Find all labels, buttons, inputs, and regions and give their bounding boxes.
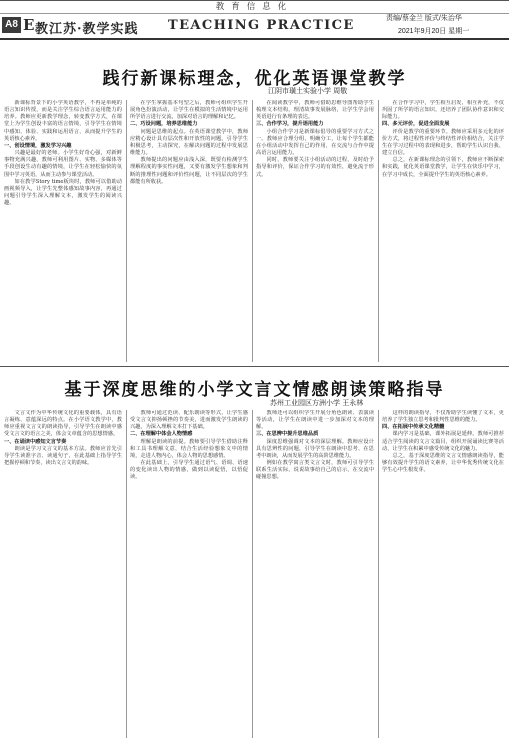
article-2-column xyxy=(130,410,248,738)
masthead-rule xyxy=(0,38,509,40)
paragraph: 总之，基于深度思维的文言文情感朗读指导，能够有效提升学生的语文素养，让中华优秀传统文化在学生心中生根发芽。 xyxy=(382,452,504,474)
column-divider xyxy=(252,100,253,362)
paragraph: 兴趣是最好的老师。小学生好奇心强，对新鲜事物充满兴趣，教师可利用图片、实物、多媒体等手段创设生动有趣的情境，让学生在轻松愉快的氛围中学习英语，从而主动参与课堂活动。 xyxy=(4,150,122,178)
paragraph: 在阅读教学中，教师可借助思维导图帮助学生梳理文本结构，理清故事发展脉络，让学生学会用英语进行有条理的表达。 xyxy=(256,100,374,121)
paragraph: 这样的朗读指导，不仅帮助学生读懂了文本，更培养了学生独立思考和批判性思维的能力。 xyxy=(382,410,504,424)
paragraph: 教师可通过范读、配乐朗读等形式，让学生感受文言文抑扬顿挫的节奏美，进而激发学生朗读的兴趣，为深入理解文本打下基础。 xyxy=(130,410,248,431)
section-letter: E xyxy=(23,16,35,34)
paragraph: 教师提出的问题应由浅入深，既要有检测学生理解程度的事实性问题，又要有激发学生想象和判断的推理性问题和评价性问题，让不同层次的学生都能有所收获。 xyxy=(130,157,248,185)
article-2-column xyxy=(256,410,374,738)
paragraph: 问题是思维的起点。在英语课堂教学中，教师应精心设计具有层次性和开放性的问题，引导学生积极思考，主动探究，在解决问题的过程中发展思维能力。 xyxy=(130,128,248,157)
subheading: 四、在拓展中传承文化精髓 xyxy=(382,424,445,431)
banner-strip xyxy=(0,0,509,14)
column-divider xyxy=(378,410,379,738)
subheading: 一、创设情境，激发学习兴趣 xyxy=(4,142,72,149)
article-2-column xyxy=(382,410,504,738)
paragraph: 例如在教学寓言类文言文时，教师可引导学生联系生活实际，说说故事给自己的启示，在交流中碰撞思想。 xyxy=(256,460,374,481)
column-divider xyxy=(126,100,127,362)
subheading: 一、在诵读中感知文言节奏 xyxy=(4,438,67,445)
paragraph: 同时，教师要关注小组活动的过程，及时给予指导和评价，保证合作学习的有效性，避免流于形式。 xyxy=(256,157,374,178)
section-title: 教江苏·教学实践 xyxy=(35,22,139,37)
editors-credit xyxy=(386,14,462,24)
paragraph: 在学生掌握基本句型之后，教师可组织学生开展角色扮演活动，让学生在模拟的生活情境中运用所学语言进行交流，加深对语言的理解和记忆。 xyxy=(130,100,248,121)
paragraph: 评价是教学的重要环节。教师应采用多元化的评价方式，将过程性评价与终结性评价相结合，关注学生在学习过程中的表现和进步，帮助学生认识自我、建立自信。 xyxy=(382,128,504,157)
paragraph: 在此基础上，引导学生通过语气、语调、语速的变化读出人物的情感，做到以读促悟，以悟促读。 xyxy=(130,460,248,481)
article-1-column xyxy=(4,100,122,362)
article-1-column xyxy=(130,100,248,362)
article-2-column xyxy=(4,410,122,738)
article-1-column xyxy=(256,100,374,362)
editors-line-1: 责编/蔡金兰 版式/朱治华 xyxy=(386,15,462,22)
issue-date: 2021年9月20日 星期一 xyxy=(398,28,470,35)
section-masthead xyxy=(0,13,509,37)
subheading: 二、在理解中体会人物情感 xyxy=(130,431,193,438)
article-1-title: 践行新课标理念，优化英语课堂教学 xyxy=(102,69,407,89)
paragraph: 在合作学习中，学生相互启发、相互补充，不仅巩固了所学的语言知识，还培养了团队协作意识和交际能力。 xyxy=(382,100,504,121)
article-1-byline: 江阴市璜土实验小学 周敬 xyxy=(268,87,348,95)
page-number: A8 xyxy=(2,17,21,33)
article-1-column xyxy=(382,100,504,362)
subheading: 二、巧设问题，培养思维能力 xyxy=(130,121,198,128)
column-divider xyxy=(378,100,379,362)
article-separator xyxy=(0,366,509,367)
banner-text: 教育信息化 xyxy=(215,2,294,12)
subheading: 三、合作学习，提升语用能力 xyxy=(256,121,324,128)
column-divider xyxy=(252,410,253,738)
section-title-en: TEACHING PRACTICE xyxy=(168,18,355,33)
column-divider xyxy=(126,410,127,738)
article-2-title: 基于深度思维的小学文言文情感朗读策略指导 xyxy=(64,380,445,400)
paragraph: 课内学习是基础，课外拓展是延伸。教师可推荐适合学生阅读的文言文篇目，组织开展诵读比赛等活动，让学生在积累中感受传统文化的魅力。 xyxy=(382,431,504,452)
paragraph: 新课标背景下的小学英语教学，不再是单纯的语言知识传授，而是关注学生综合语言运用能力的培养。教师应更新教学理念，转变教学方式，在课堂上为学生创设丰富的语言情境，引导学生在情境中感知、体验、实践和运用语言，从而提升学生的英语核心素养。 xyxy=(4,100,122,142)
paragraph: 教师还可以组织学生开展分角色朗读、表演读等活动，让学生在朗读中进一步加深对文本的理解。 xyxy=(256,410,374,431)
paragraph: 总之，在新课标理念的引领下，教师应不断探索和实践，优化英语课堂教学，让学生在快乐中学习，在学习中成长，全面提升学生的英语核心素养。 xyxy=(382,157,504,178)
paragraph: 朗读是学习文言文的基本方法。教师应首先引导学生读准字音、读通句子，在此基础上指导学生把握停顿和节奏，读出文言文的韵味。 xyxy=(4,445,122,467)
paragraph: 文言文作为中华传统文化的重要载体，具有语言凝练、意蕴深远的特点。在小学语文教学中，教师应重视文言文的朗读指导，引导学生在朗读中感受文言文的语言之美，体会文章蕴含的思想情感。 xyxy=(4,410,122,438)
subheading: 三、在思辨中提升思维品质 xyxy=(256,431,319,438)
paragraph: 如在教学Story time板块时，教师可以借助动画视频导入，让学生先整体感知故事内容，再通过问题引导学生深入理解文本，激发学生的阅读兴趣。 xyxy=(4,178,122,207)
article-2-byline: 苏州工业园区方洲小学 王永林 xyxy=(270,399,364,407)
paragraph: 小组合作学习是新课标倡导的重要学习方式之一。教师应合理分组，明确分工，让每个学生都能在小组活动中发挥自己的作用，在交流与合作中提高语言运用能力。 xyxy=(256,128,374,157)
paragraph: 理解是朗读的前提。教师要引导学生借助注释和工具书理解文意，结合生活经验想象文中的情境，走进人物内心，体会人物的思想感情。 xyxy=(130,438,248,459)
subheading: 四、多元评价，促进全面发展 xyxy=(382,121,450,128)
paragraph: 深度思维强调对文本的深层理解。教师应设计具有思辨性的问题，引导学生在朗读中思考、在思考中朗读，从而发展学生的高阶思维能力。 xyxy=(256,438,374,459)
